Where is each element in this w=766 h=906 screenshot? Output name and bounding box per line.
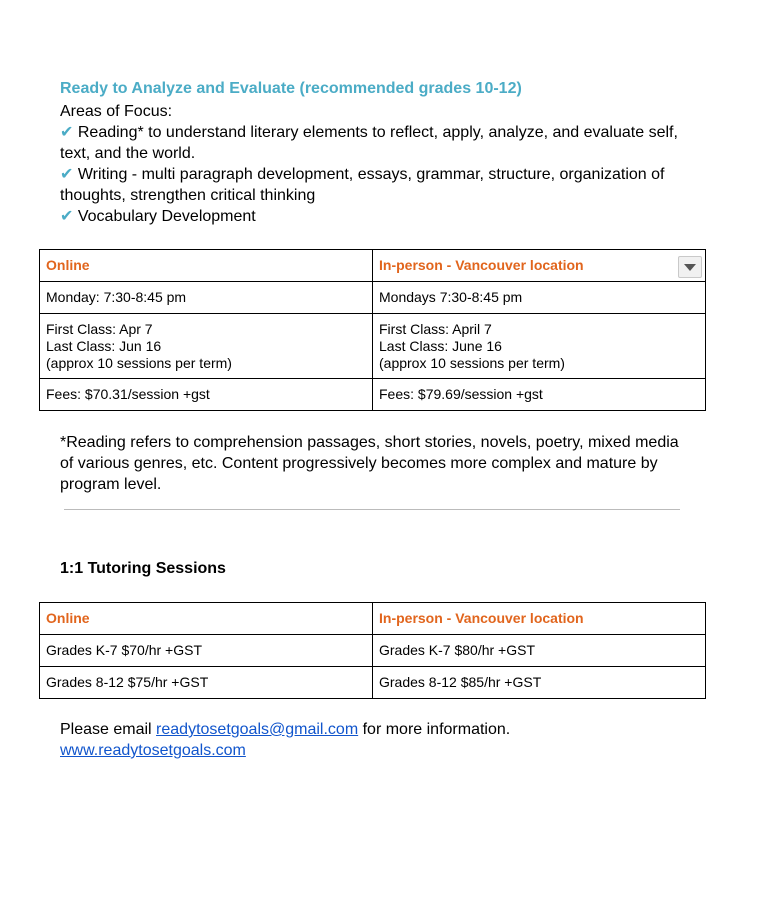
schedule-header-inperson: In-person - Vancouver location bbox=[373, 250, 706, 282]
inperson-k7-rate: Grades K-7 $80/hr +GST bbox=[373, 635, 706, 667]
reading-note: *Reading refers to comprehension passages, short stories, novels, poetry, mixed media of various genres, etc. Content progressively becomes more complex and mature by program level. bbox=[60, 434, 679, 493]
section-heading: Ready to Analyze and Evaluate (recommended grades 10-12) bbox=[60, 80, 522, 97]
online-812-rate: Grades 8-12 $75/hr +GST bbox=[40, 667, 373, 699]
focus-item-writing: ✔ Writing - multi paragraph development, essays, grammar, structure, organization of bbox=[60, 166, 665, 183]
check-icon: ✔ bbox=[60, 166, 74, 183]
schedule-table bbox=[39, 249, 706, 411]
chevron-down-icon[interactable] bbox=[678, 256, 702, 278]
focus-item-reading: ✔ Reading* to understand literary elements to reflect, apply, analyze, and evaluate self, bbox=[60, 124, 678, 141]
check-icon: ✔ bbox=[60, 208, 74, 225]
website-link[interactable]: www.readytosetgoals.com bbox=[60, 742, 246, 759]
contact-line: Please email readytosetgoals@gmail.com for more information. bbox=[60, 721, 511, 738]
email-link[interactable]: readytosetgoals@gmail.com bbox=[156, 721, 359, 738]
focus-item-vocabulary: ✔ Vocabulary Development bbox=[60, 208, 256, 225]
online-day: Monday: 7:30-8:45 pm bbox=[40, 282, 373, 314]
online-dates: First Class: Apr 7 Last Class: Jun 16 (approx 10 sessions per term) bbox=[40, 314, 373, 379]
areas-of-focus bbox=[60, 101, 710, 227]
tutoring-header-inperson: In-person - Vancouver location bbox=[373, 603, 706, 635]
horizontal-divider bbox=[64, 509, 680, 510]
focus-item-writing-cont: thoughts, strengthen critical thinking bbox=[60, 187, 316, 204]
schedule-header-online: Online bbox=[40, 250, 373, 282]
inperson-day: Mondays 7:30-8:45 pm bbox=[373, 282, 706, 314]
tutoring-heading: 1:1 Tutoring Sessions bbox=[60, 560, 226, 577]
tutoring-table bbox=[39, 602, 706, 699]
check-icon: ✔ bbox=[60, 124, 74, 141]
areas-label: Areas of Focus: bbox=[60, 103, 173, 120]
contact-info bbox=[60, 719, 710, 761]
inperson-fees: Fees: $79.69/session +gst bbox=[373, 379, 706, 411]
tutoring-header-online: Online bbox=[40, 603, 373, 635]
inperson-812-rate: Grades 8-12 $85/hr +GST bbox=[373, 667, 706, 699]
online-k7-rate: Grades K-7 $70/hr +GST bbox=[40, 635, 373, 667]
inperson-dates: First Class: April 7 Last Class: June 16 (approx 10 sessions per term) bbox=[373, 314, 706, 379]
online-fees: Fees: $70.31/session +gst bbox=[40, 379, 373, 411]
focus-item-reading-cont: text, and the world. bbox=[60, 145, 196, 162]
